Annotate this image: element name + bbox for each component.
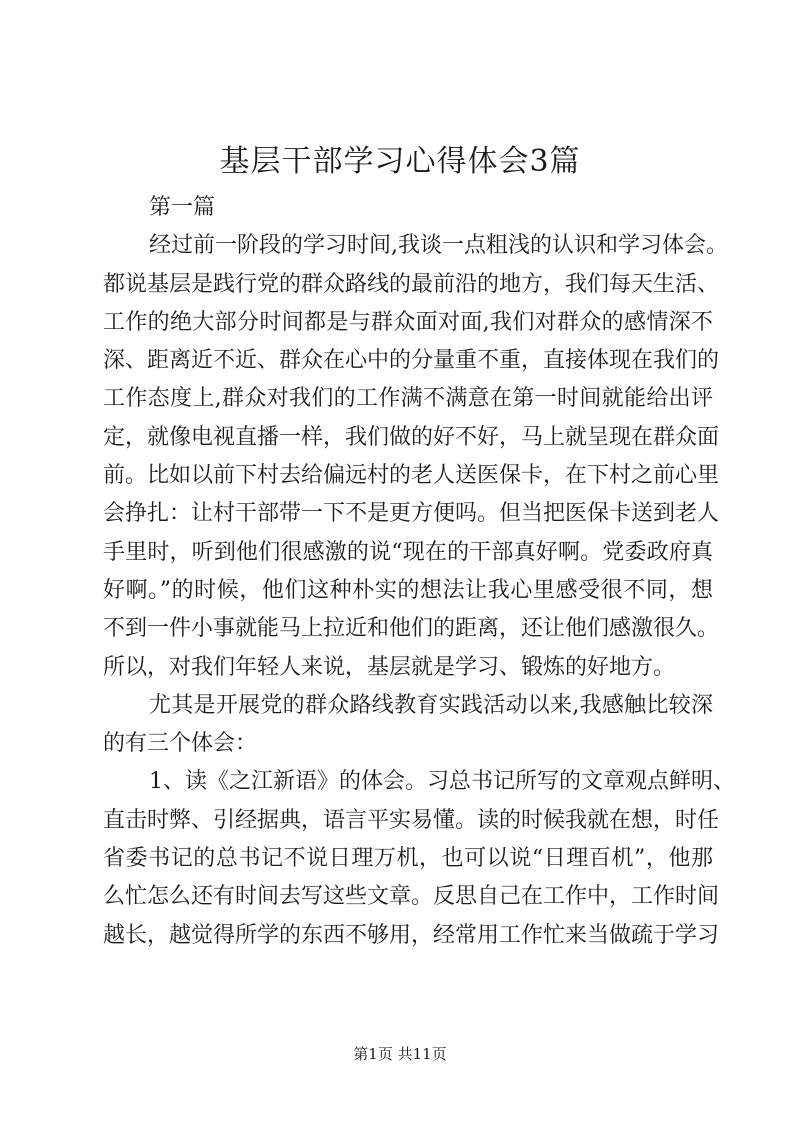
text-line: 深、距离近不近、群众在心中的分量重不重，直接体现在我们的 <box>103 348 720 374</box>
document-body <box>103 189 735 955</box>
text-line: 会挣扎：让村干部带一下不是更方便吗。但当把医保卡送到老人 <box>103 501 720 527</box>
text-line: 第一篇 <box>149 195 216 220</box>
text-line: 的有三个体会： <box>103 731 258 757</box>
text-line: 不到一件小事就能马上拉近和他们的距离，还让他们感激很久。 <box>103 616 720 642</box>
text-line: 工作态度上,群众对我们的工作满不满意在第一时间就能给出评 <box>103 386 713 412</box>
text-line: 经过前一阶段的学习时间,我谈一点粗浅的认识和学习体会。 <box>149 233 728 259</box>
text-line: 1、读《之江新语》的体会。习总书记所写的文章观点鲜明、 <box>149 769 735 795</box>
text-line: 定，就像电视直播一样，我们做的好不好，马上就呈现在群众面 <box>103 424 720 450</box>
text-line: 所以，对我们年轻人来说，基层就是学习、锻炼的好地方。 <box>103 654 676 680</box>
text-line: 越长，越觉得所学的东西不够用，经常用工作忙来当做疏于学习 <box>103 922 720 948</box>
text-line: 工作的绝大部分时间都是与群众面对面,我们对群众的感情深不 <box>103 309 713 335</box>
page-footer: 第1页 共11页 <box>353 1045 447 1063</box>
text-line: 直击时弊、引经据典，语言平实易懂。读的时候我就在想，时任 <box>103 807 720 833</box>
document-title: 基层干部学习心得体会3篇 <box>219 144 581 179</box>
text-line: 么忙怎么还有时间去写这些文章。反思自己在工作中，工作时间 <box>103 884 720 910</box>
text-line: 手里时，听到他们很感激的说“现在的干部真好啊。党委政府真 <box>103 539 713 565</box>
text-line: 前。比如以前下村去给偏远村的老人送医保卡，在下村之前心里 <box>103 463 720 489</box>
text-line: 好啊。”的时候，他们这种朴实的想法让我心里感受很不同，想 <box>103 577 713 603</box>
text-line: 尤其是开展党的群众路线教育实践活动以来,我感触比较深 <box>149 692 713 718</box>
text-line: 都说基层是践行党的群众路线的最前沿的地方，我们每天生活、 <box>103 271 720 297</box>
text-line: 省委书记的总书记不说日理万机，也可以说“日理百机”，他那 <box>103 846 713 872</box>
